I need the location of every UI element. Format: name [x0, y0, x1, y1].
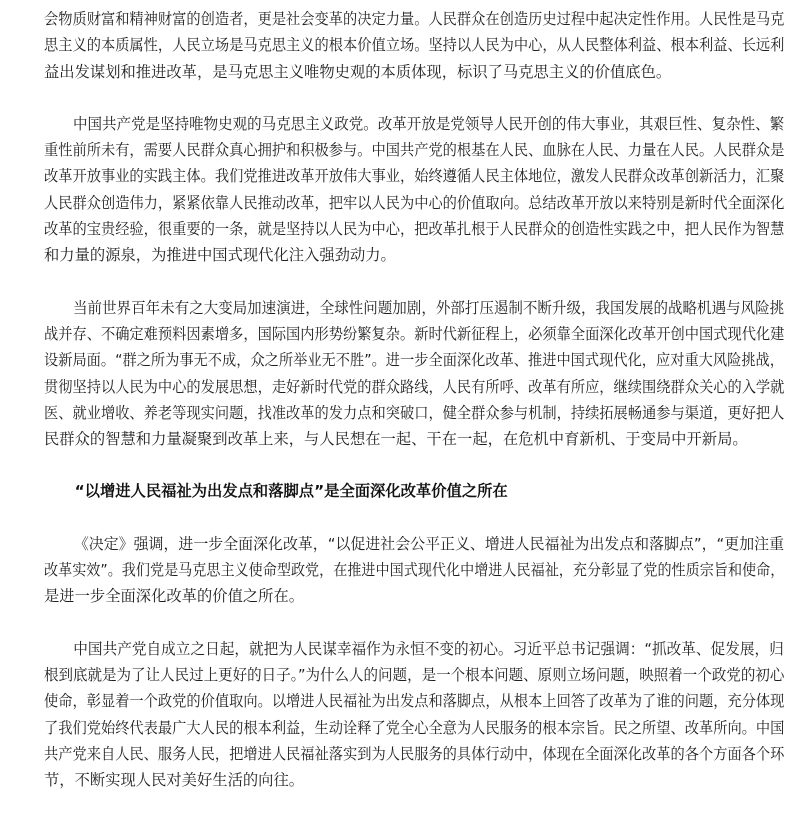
paragraph-line: 共产党来自人民、服务人民，把增进人民福祉落实到为人民服务的具体行动中，体现在全面深化改革的各个方面各个环 — [44, 744, 785, 763]
paragraph-line: 使命，彰显着一个政党的价值取向。以增进人民福祉为出发点和落脚点，从根本上回答了改革为了谁的问题，充分体现 — [44, 692, 785, 711]
paragraph-line: 了我们党始终代表最广大人民的根本利益，生动诠释了党全心全意为人民服务的根本宗旨。民之所望、改革所向。中国 — [44, 718, 785, 737]
paragraph-line: 设新局面。“群之所为事无不成，众之所举业无不胜”。进一步全面深化改革、推进中国式现代化，应对重大风险挑战， — [44, 351, 784, 370]
paragraph-line: 中国共产党自成立之日起，就把为人民谋幸福作为永恒不变的初心。习近平总书记强调：“抓改革、促发展，归 — [73, 639, 784, 658]
paragraph-line: 益出发谋划和推进改革，是马克思主义唯物史观的本质体现，标识了马克思主义的价值底色。 — [44, 62, 672, 81]
article-body — [44, 6, 784, 819]
paragraph-line: 是进一步全面深化改革的价值之所在。 — [44, 587, 305, 606]
paragraph-line: 当前世界百年未有之大变局加速演进，全球性问题加剧，外部打压遏制不断升级，我国发展的战略机遇与风险挑 — [73, 298, 785, 317]
paragraph-line: 改革的宝贵经验，很重要的一条，就是坚持以人民为中心，把改革扎根于人民群众的创造性实践之中，把人民作为智慧 — [44, 220, 785, 239]
paragraph-4 — [44, 531, 784, 610]
paragraph-3 — [44, 295, 784, 453]
paragraph-line: 改革实效”。我们党是马克思主义使命型政党，在推进中国式现代化中增进人民福祉，充分彰显了党的性质宗旨和使命， — [44, 561, 785, 580]
paragraph-line: 战并存、不确定难预料因素增多，国际国内形势纷繁复杂。新时代新征程上，必须靠全面深化改革开创中国式现代化建 — [44, 324, 785, 343]
paragraph-line: 《决定》强调，进一步全面深化改革，“以促进社会公平正义、增进人民福祉为出发点和落脚点”，“更加注重 — [73, 534, 785, 553]
paragraph-line: 和力量的源泉，为推进中国式现代化注入强劲动力。 — [44, 246, 396, 265]
paragraph-line: 民群众的智慧和力量凝聚到改革上来，与人民想在一起、干在一起，在危机中育新机、于变局中开新局。 — [44, 430, 748, 449]
paragraph-line: 会物质财富和精神财富的创造者，更是社会变革的决定力量。人民群众在创造历史过程中起决定性作用。人民性是马克 — [44, 10, 785, 28]
paragraph-line: 重性前所未有，需要人民群众真心拥护和积极参与。中国共产党的根基在人民、血脉在人民、力量在人民。人民群众是 — [44, 141, 785, 160]
section-heading: “以增进人民福祉为出发点和落脚点”是全面深化改革价值之所在 — [74, 482, 508, 501]
paragraph-line: 医、就业增收、养老等现实问题，找准改革的发力点和突破口，健全群众参与机制，持续拓展畅通参与渠道，更好把人 — [44, 403, 785, 422]
paragraph-line: 思主义的本质属性，人民立场是马克思主义的根本价值立场。坚持以人民为中心，从人民整体利益、根本利益、长远利 — [44, 36, 785, 55]
paragraph-line: 节，不断实现人民对美好生活的向往。 — [44, 771, 305, 790]
paragraph-1 — [44, 6, 784, 85]
paragraph-line: 贯彻坚持以人民为中心的发展思想，走好新时代党的群众路线，人民有所呼、改革有所应，继续围绕群众关心的入学就 — [44, 377, 785, 396]
paragraph-line: 改革开放事业的实践主体。我们党推进改革开放伟大事业，始终遵循人民主体地位，激发人民群众改革创新活力，汇聚 — [44, 167, 785, 186]
paragraph-5 — [44, 636, 784, 794]
paragraph-line: 根到底就是为了让人民过上更好的日子。”为什么人的问题，是一个根本问题、原则立场问题，映照着一个政党的初心 — [44, 665, 785, 684]
paragraph-line: 中国共产党是坚持唯物史观的马克思主义政党。改革开放是党领导人民开创的伟大事业，其艰巨性、复杂性、繁 — [73, 114, 785, 133]
paragraph-line: 人民群众创造伟力，紧紧依靠人民推动改革，把牢以人民为中心的价值取向。总结改革开放以来特别是新时代全面深化 — [44, 193, 785, 212]
paragraph-2 — [44, 111, 784, 269]
